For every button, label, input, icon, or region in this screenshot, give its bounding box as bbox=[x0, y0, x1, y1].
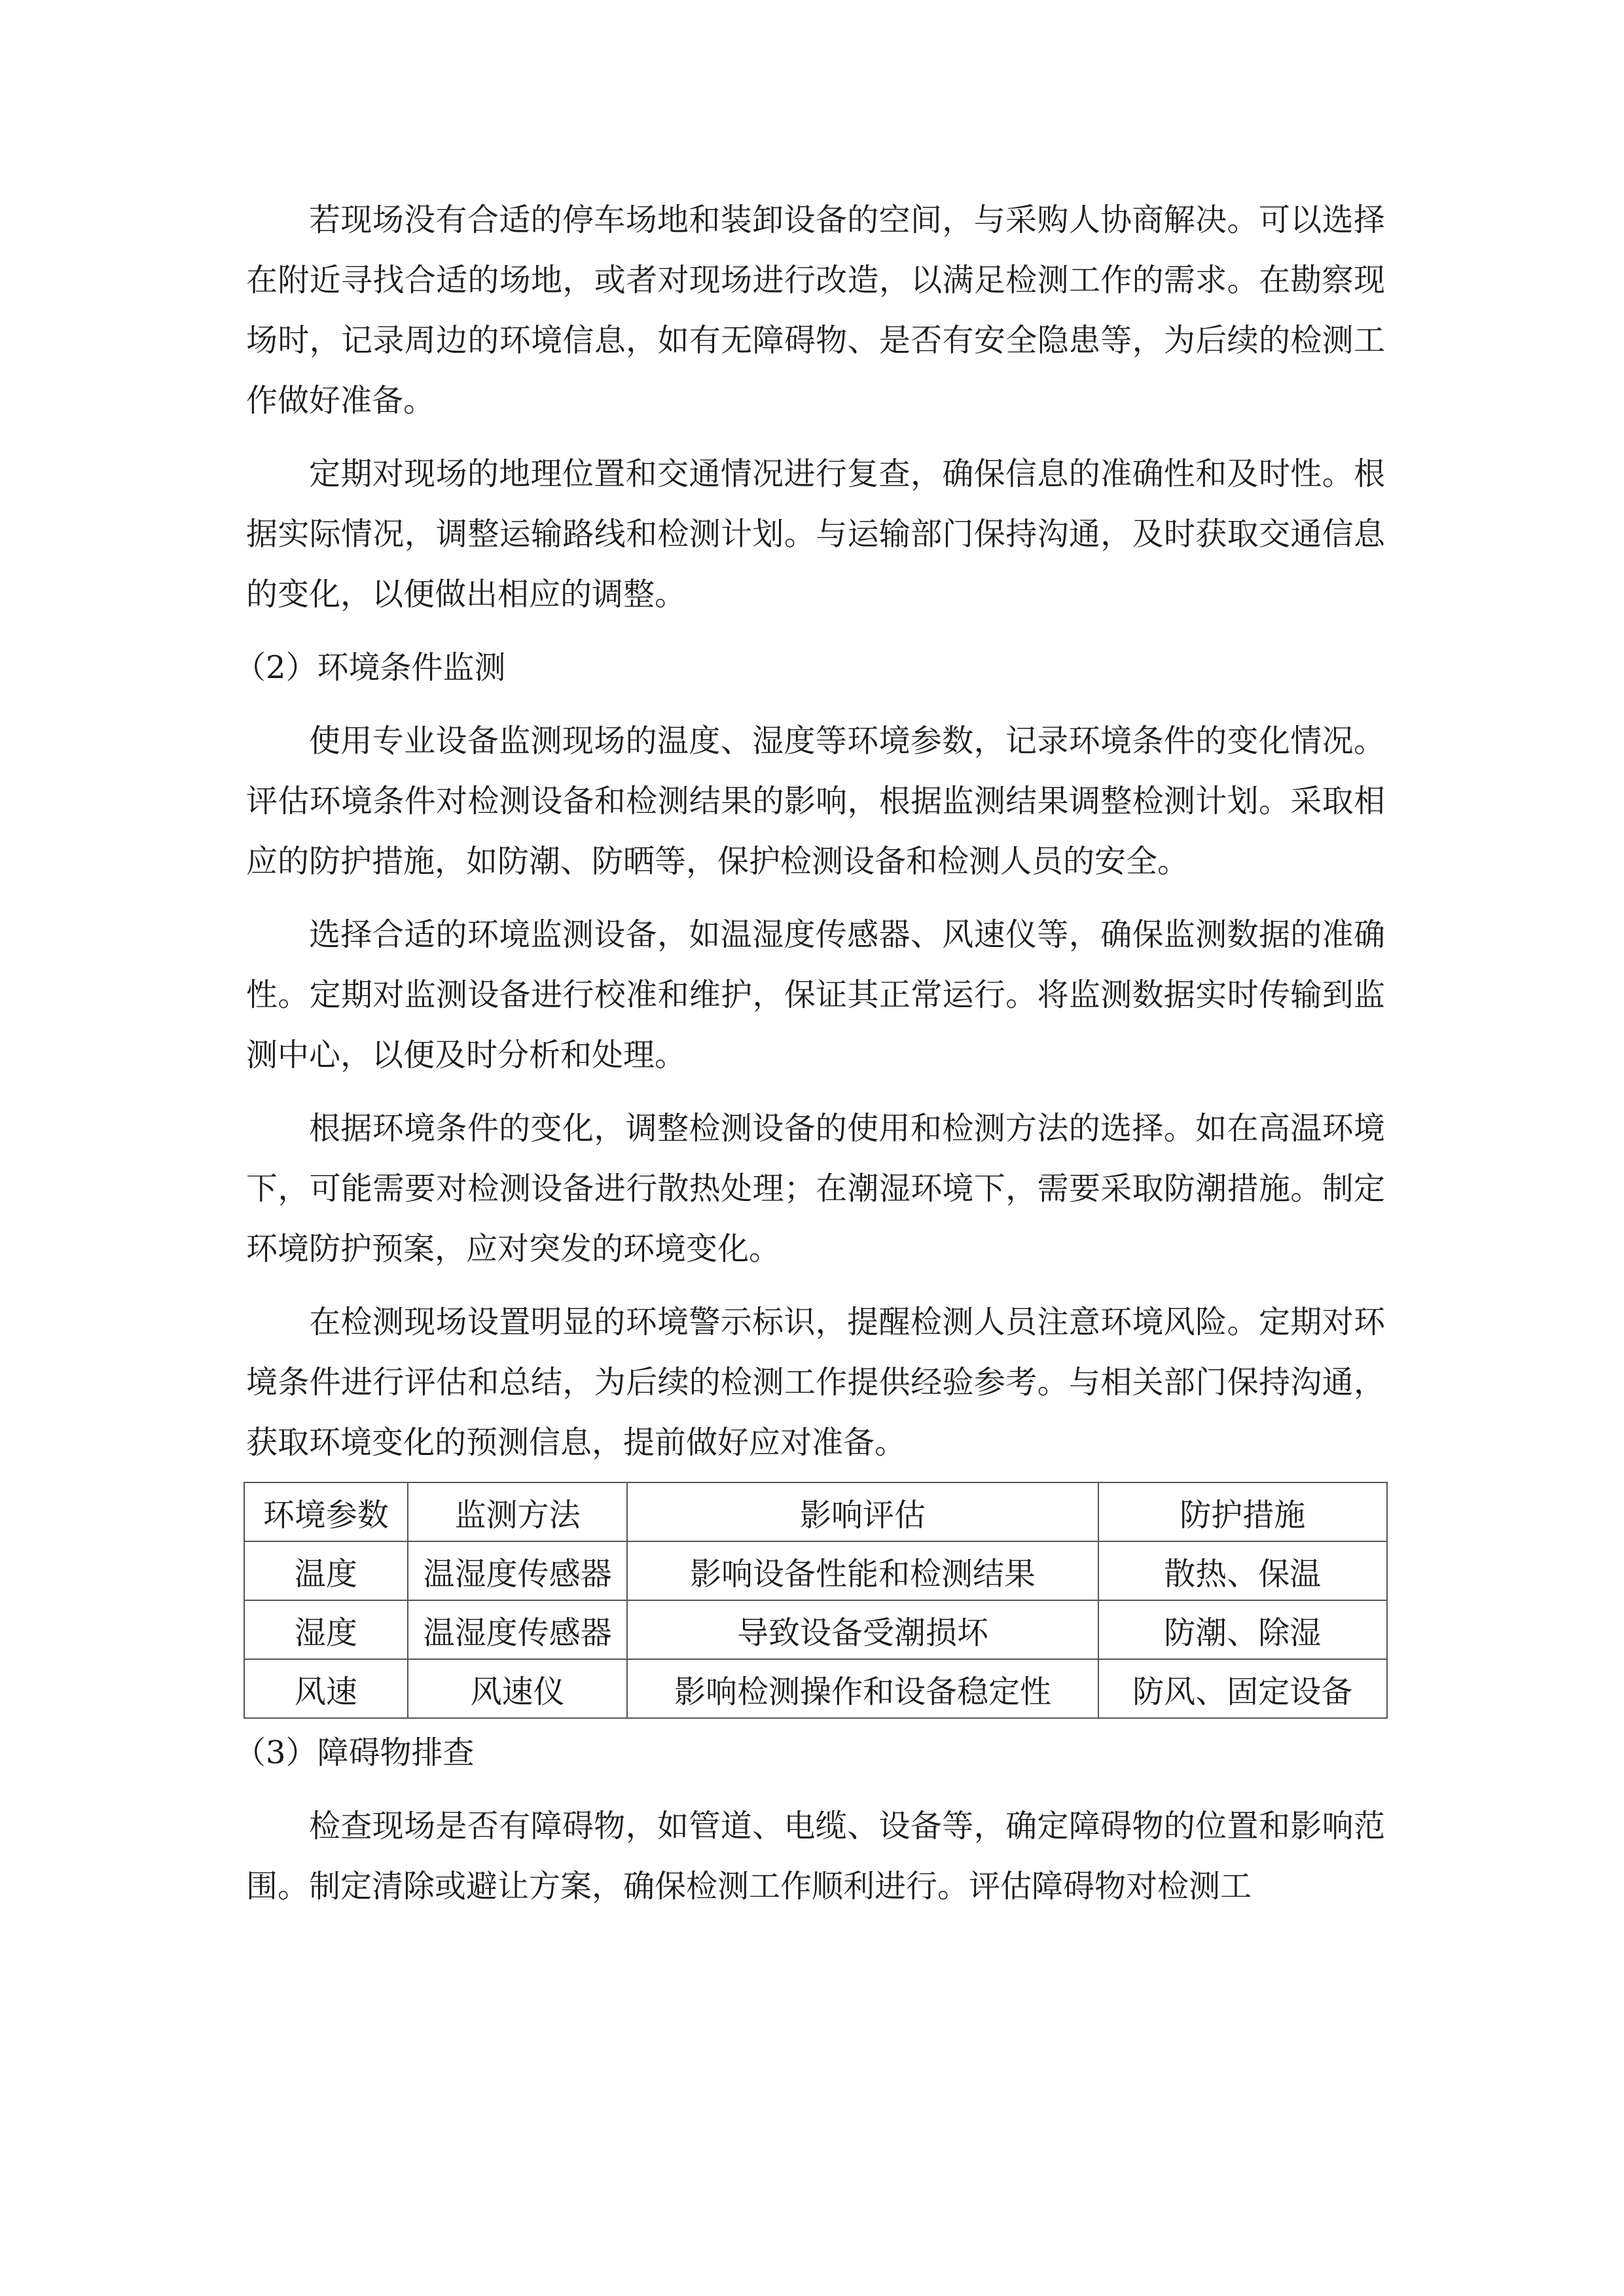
table-cell: 防潮、除湿 bbox=[1098, 1600, 1387, 1659]
table-cell: 温湿度传感器 bbox=[408, 1600, 628, 1659]
table-cell: 影响设备性能和检测结果 bbox=[627, 1541, 1098, 1600]
document-body bbox=[234, 190, 1385, 1929]
table-cell: 散热、保温 bbox=[1098, 1541, 1387, 1600]
table-header-row bbox=[244, 1482, 1387, 1541]
table-cell: 风速仪 bbox=[408, 1659, 628, 1718]
paragraph: 若现场没有合适的停车场地和装卸设备的空间，与采购人协商解决。可以选择在附近寻找合适的场地，或者对现场进行改造，以满足检测工作的需求。在勘察现场时，记录周边的环境信息，如有无障碍物、是否有安全隐患等，为后续的检测工作做好准备。 bbox=[246, 202, 1385, 419]
table-cell: 风速 bbox=[244, 1659, 408, 1718]
section-heading: （3）障碍物排查 bbox=[234, 1734, 475, 1771]
table-cell: 影响检测操作和设备稳定性 bbox=[627, 1659, 1098, 1718]
table-header-cell: 环境参数 bbox=[244, 1482, 408, 1541]
table-row bbox=[244, 1541, 1387, 1600]
section-heading: （2）环境条件监测 bbox=[234, 649, 506, 686]
table-header-cell: 监测方法 bbox=[408, 1482, 628, 1541]
paragraph: 选择合适的环境监测设备，如温湿度传感器、风速仪等，确保监测数据的准确性。定期对监测设备进行校准和维护，保证其正常运行。将监测数据实时传输到监测中心，以便及时分析和处理。 bbox=[246, 916, 1385, 1073]
paragraph: 定期对现场的地理位置和交通情况进行复查，确保信息的准确性和及时性。根据实际情况，调整运输路线和检测计划。与运输部门保持沟通，及时获取交通信息的变化，以便做出相应的调整。 bbox=[246, 456, 1385, 613]
table-row bbox=[244, 1659, 1387, 1718]
table-row bbox=[244, 1600, 1387, 1659]
paragraph: 检查现场是否有障碍物，如管道、电缆、设备等，确定障碍物的位置和影响范围。制定清除或避让方案，确保检测工作顺利进行。评估障碍物对检测工 bbox=[246, 1808, 1385, 1905]
paragraph: 根据环境条件的变化，调整检测设备的使用和检测方法的选择。如在高温环境下，可能需要对检测设备进行散热处理；在潮湿环境下，需要采取防潮措施。制定环境防护预案，应对突发的环境变化。 bbox=[246, 1110, 1385, 1267]
table-header-cell: 防护措施 bbox=[1098, 1482, 1387, 1541]
table-header-cell: 影响评估 bbox=[627, 1482, 1098, 1541]
environment-table bbox=[244, 1482, 1388, 1719]
table-cell: 导致设备受潮损坏 bbox=[627, 1600, 1098, 1659]
table-cell: 湿度 bbox=[244, 1600, 408, 1659]
table-cell: 温度 bbox=[244, 1541, 408, 1600]
paragraph: 使用专业设备监测现场的温度、湿度等环境参数，记录环境条件的变化情况。评估环境条件对检测设备和检测结果的影响，根据监测结果调整检测计划。采取相应的防护措施，如防潮、防晒等，保护检测设备和检测人员的安全。 bbox=[246, 723, 1385, 880]
table-cell: 温湿度传感器 bbox=[408, 1541, 628, 1600]
paragraph: 在检测现场设置明显的环境警示标识，提醒检测人员注意环境风险。定期对环境条件进行评估和总结，为后续的检测工作提供经验参考。与相关部门保持沟通，获取环境变化的预测信息，提前做好应对准备。 bbox=[246, 1304, 1385, 1461]
table-cell: 防风、固定设备 bbox=[1098, 1659, 1387, 1718]
